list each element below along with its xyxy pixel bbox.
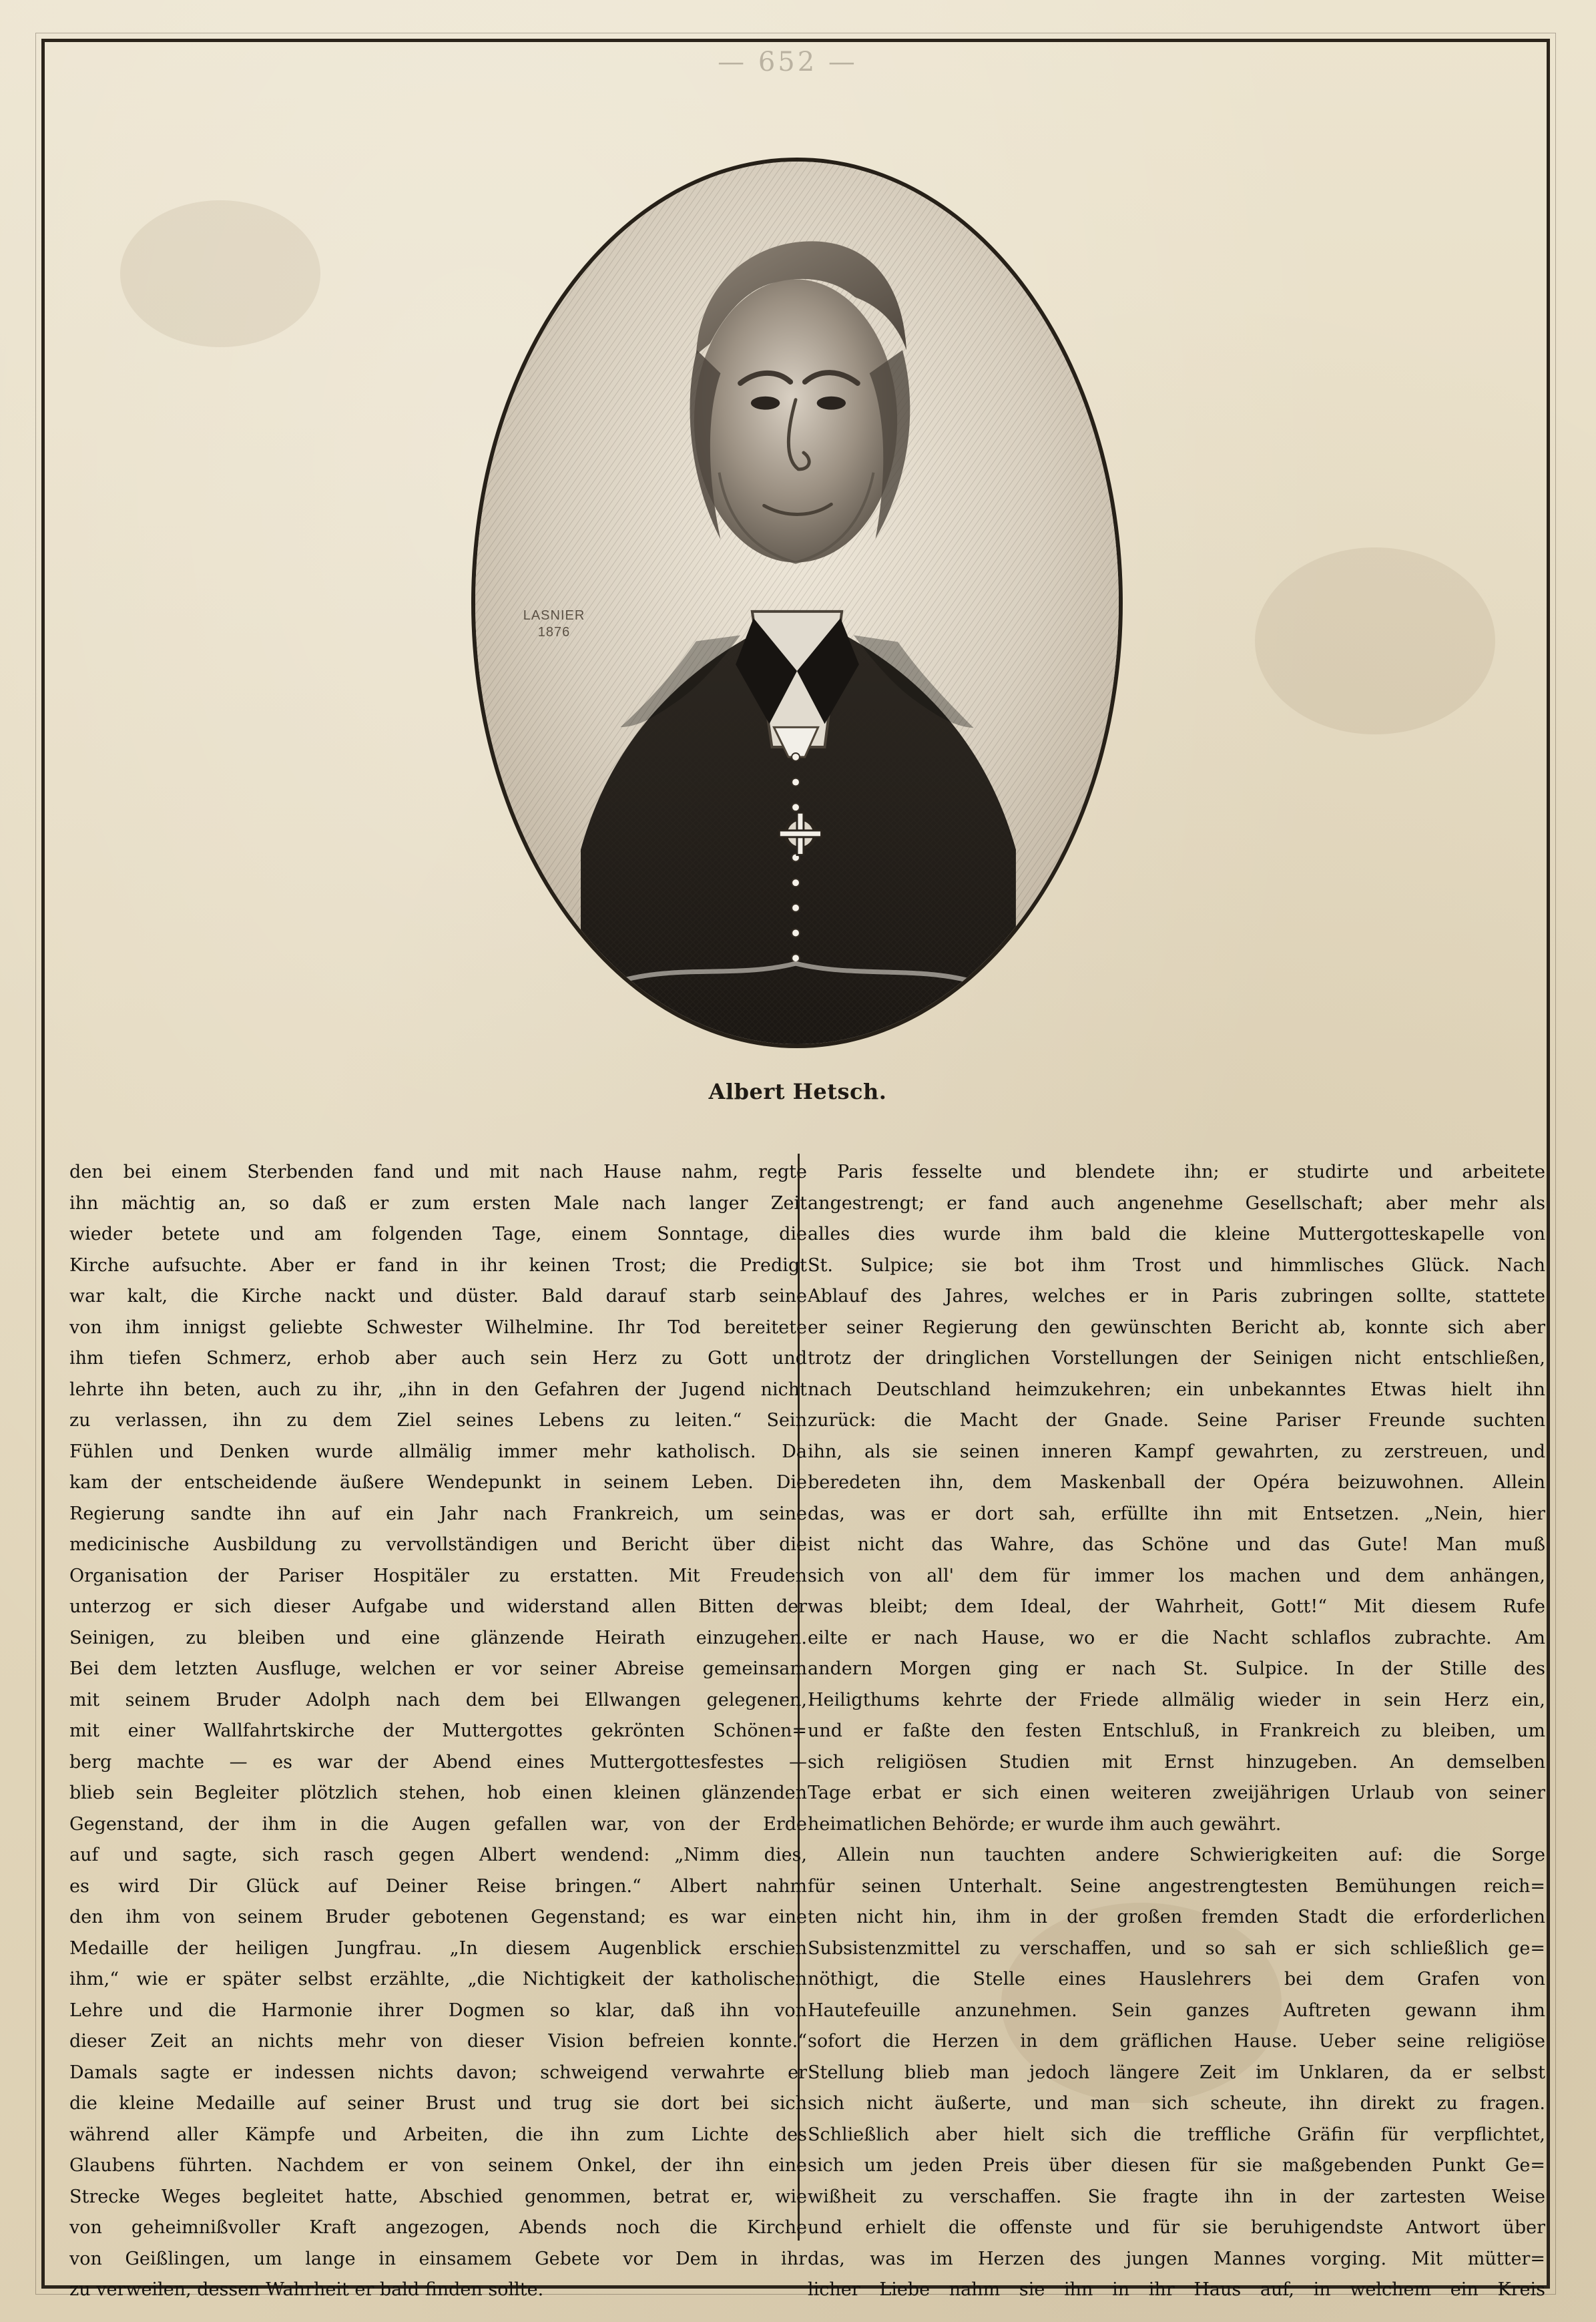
text-line: trotz der dringlichen Vorstellungen der Seinigen nicht entschließen,: [808, 1348, 1545, 1369]
text-line: eilte er nach Hause, wo er die Nacht schlaflos zubrachte. Am: [808, 1627, 1545, 1648]
text-line: ten nicht hin, ihm in der großen fremden Stadt die erforderlichen: [808, 1907, 1545, 1927]
portrait-caption: Albert Hetsch.: [708, 1079, 887, 1104]
left-paragraph: [69, 1157, 807, 2306]
engraver-signature: [507, 608, 601, 641]
text-line: blieb sein Begleiter plötzlich stehen, hob einen kleinen glänzenden: [69, 1783, 807, 1803]
text-line: und erhielt die offenste und für sie beruhigendste Antwort über: [808, 2217, 1545, 2238]
text-line: Regierung sandte ihn auf ein Jahr nach Frankreich, um seine: [69, 1503, 807, 1524]
text-line: von ihm innigst geliebte Schwester Wilhelmine. Ihr Tod bereitete: [69, 1317, 807, 1338]
text-line: den bei einem Sterbenden fand und mit nach Hause nahm, regte: [69, 1162, 807, 1182]
text-line: Ablauf des Jahres, welches er in Paris zubringen sollte, stattete: [808, 1286, 1545, 1307]
text-line: für seinen Unterhalt. Seine angestrengtesten Bemühungen reich=: [808, 1875, 1545, 1897]
text-line: Heiligthums kehrte der Friede allmälig wieder in sein Herz ein,: [808, 1689, 1545, 1710]
text-line: was bleibt; dem Ideal, der Wahrheit, Gott!“ Mit diesem Rufe: [808, 1596, 1545, 1617]
portrait-illustration: [471, 158, 1123, 1048]
text-line: angestrengt; er fand auch angenehme Gesellschaft; aber mehr als: [808, 1192, 1545, 1214]
text-line: zu verlassen, ihn zu dem Ziel seines Lebens zu leiten.“ Sein: [69, 1410, 807, 1431]
text-line: Organisation der Pariser Hospitäler zu erstatten. Mit Freuden: [69, 1565, 807, 1586]
text-line: war kalt, die Kirche nackt und düster. Bald darauf starb seine: [69, 1286, 807, 1307]
text-line: alles dies wurde ihm bald die kleine Muttergotteskapelle von: [808, 1224, 1545, 1244]
text-line: während aller Kämpfe und Arbeiten, die ihn zum Lichte des: [69, 2124, 807, 2145]
text-line: die kleine Medaille auf seiner Brust und trug sie dort bei sich: [69, 2093, 807, 2114]
text-line: Tage erbat er sich einen weiteren zweijährigen Urlaub von seiner: [808, 1783, 1545, 1803]
text-line: berg machte — es war der Abend eines Muttergottesfestes —: [69, 1751, 807, 1773]
text-line: Paris fesselte und blendete ihn; er studirte und arbeitete: [837, 1162, 1545, 1182]
text-line: sich um jeden Preis über diesen für sie maßgebenden Punkt Ge=: [808, 2155, 1545, 2176]
text-line: ihm,“ wie er später selbst erzählte, „die Nichtigkeit der katholischen: [69, 1969, 807, 1990]
text-line: heimatlichen Behörde; er wurde ihm auch gewährt.: [808, 1813, 1282, 1835]
text-line: Stellung blieb man jedoch längere Zeit im Unklaren, da er selbst: [808, 2062, 1545, 2083]
text-line: Kirche aufsuchte. Aber er fand in ihr keinen Trost; die Predigt: [69, 1254, 807, 1276]
text-line: Damals sagte er indessen nichts davon; schweigend verwahrte er: [69, 2062, 807, 2083]
text-line: Subsistenzmittel zu verschaffen, und so sah er sich schließlich ge=: [808, 1937, 1545, 1959]
text-line: das, was im Herzen des jungen Mannes vorging. Mit mütter=: [808, 2248, 1545, 2269]
text-line: sofort die Herzen in dem gräflichen Hause. Ueber seine religiöse: [808, 2031, 1545, 2052]
text-line: das, was er dort sah, erfüllte ihn mit Entsetzen. „Nein, hier: [808, 1503, 1545, 1524]
page-number: — 652 —: [718, 47, 858, 77]
right-text-column: [808, 1157, 1545, 2306]
text-line: Glaubens führten. Nachdem er von seinem Onkel, der ihn eine: [69, 2155, 807, 2176]
text-line: ihn, als sie seinen inneren Kampf gewahrten, zu zerstreuen, und: [808, 1441, 1545, 1462]
text-line: sich von all' dem für immer los machen und dem anhängen,: [808, 1565, 1545, 1586]
text-line: Fühlen und Denken wurde allmälig immer mehr katholisch. Da: [69, 1441, 807, 1462]
text-line: unterzog er sich dieser Aufgabe und widerstand allen Bitten der: [69, 1596, 807, 1617]
text-line: Seinigen, zu bleiben und eine glänzende Heirath einzugehen.: [69, 1627, 807, 1648]
engraver-name: LASNIER: [523, 608, 585, 623]
text-line: ihm tiefen Schmerz, erhob aber auch sein Herz zu Gott und: [69, 1348, 807, 1369]
text-line: auf und sagte, sich rasch gegen Albert wendend: „Nimm dies,: [69, 1845, 807, 1865]
text-line: andern Morgen ging er nach St. Sulpice. In der Stille des: [808, 1658, 1545, 1679]
text-line: wißheit zu verschaffen. Sie fragte ihn in der zartesten Weise: [808, 2186, 1545, 2207]
text-line: Strecke Weges begleitet hatte, Abschied genommen, betrat er, wie: [69, 2186, 807, 2207]
text-line: zu verweilen, dessen Wahrheit er bald finden sollte.: [69, 2279, 544, 2300]
text-line: von Geißlingen, um lange in einsamem Gebete vor Dem in ihr: [69, 2248, 807, 2269]
text-line: Medaille der heiligen Jungfrau. „In diesem Augenblick erschien: [69, 1937, 807, 1959]
text-line: ist nicht das Wahre, das Schöne und das Gute! Man muß: [808, 1534, 1545, 1555]
text-line: Gegenstand, der ihm in die Augen gefallen war, von der Erde: [69, 1813, 807, 1835]
text-line: Bei dem letzten Ausfluge, welchen er vor seiner Abreise gemeinsam: [69, 1658, 807, 1679]
text-line: mit seinem Bruder Adolph nach dem bei Ellwangen gelegenen,: [69, 1689, 807, 1710]
text-line: mit einer Wallfahrtskirche der Muttergottes gekrönten Schönen=: [69, 1720, 807, 1741]
text-line: den ihm von seinem Bruder gebotenen Gegenstand; es war eine: [69, 1907, 807, 1927]
text-line: sich nicht äußerte, und man sich scheute, ihn direkt zu fragen.: [808, 2093, 1545, 2114]
text-line: Allein nun tauchten andere Schwierigkeiten auf: die Sorge: [837, 1845, 1545, 1865]
engraved-portrait: [475, 162, 1119, 1044]
text-line: wieder betete und am folgenden Tage, einem Sonntage, die: [69, 1224, 807, 1244]
engraver-year: 1876: [537, 625, 571, 640]
text-line: es wird Dir Glück auf Deiner Reise bringen.“ Albert nahm: [69, 1875, 807, 1897]
text-line: licher Liebe nahm sie ihn in ihr Haus auf, in welchem ein Kreis: [808, 2279, 1545, 2300]
text-line: und er faßte den festen Entschluß, in Frankreich zu bleiben, um: [808, 1720, 1545, 1741]
text-line: kam der entscheidende äußere Wendepunkt in seinem Leben. Die: [69, 1472, 807, 1493]
text-line: lehrte ihn beten, auch zu ihr, „ihn in den Gefahren der Jugend nicht: [69, 1379, 807, 1400]
text-line: nach Deutschland heimzukehren; ein unbekanntes Etwas hielt ihn: [808, 1379, 1545, 1400]
text-line: nöthigt, die Stelle eines Hauslehrers bei dem Grafen von: [808, 1969, 1545, 1990]
text-line: dieser Zeit an nichts mehr von dieser Vision befreien konnte.“: [69, 2031, 807, 2052]
right-paragraph-1: [808, 1157, 1545, 1840]
text-line: von geheimnißvoller Kraft angezogen, Abends noch die Kirche: [69, 2217, 807, 2238]
text-line: ihn mächtig an, so daß er zum ersten Male nach langer Zeit: [69, 1192, 807, 1214]
text-line: sich religiösen Studien mit Ernst hinzugeben. An demselben: [808, 1751, 1545, 1773]
text-line: medicinische Ausbildung zu vervollständigen und Bericht über die: [69, 1534, 807, 1555]
text-line: Schließlich aber hielt sich die treffliche Gräfin für verpflichtet,: [808, 2124, 1545, 2145]
text-line: er seiner Regierung den gewünschten Bericht ab, konnte sich aber: [808, 1317, 1545, 1338]
text-line: Hautefeuille anzunehmen. Sein ganzes Auftreten gewann ihm: [808, 2000, 1545, 2021]
text-line: zurück: die Macht der Gnade. Seine Pariser Freunde suchten: [808, 1410, 1545, 1431]
text-line: Lehre und die Harmonie ihrer Dogmen so klar, daß ihn von: [69, 2000, 807, 2021]
left-text-column: [69, 1157, 807, 2306]
text-line: St. Sulpice; sie bot ihm Trost und himmlisches Glück. Nach: [808, 1254, 1545, 1276]
text-line: beredeten ihn, dem Maskenball der Opéra beizuwohnen. Allein: [808, 1472, 1545, 1493]
right-paragraph-2: [808, 1840, 1545, 2306]
